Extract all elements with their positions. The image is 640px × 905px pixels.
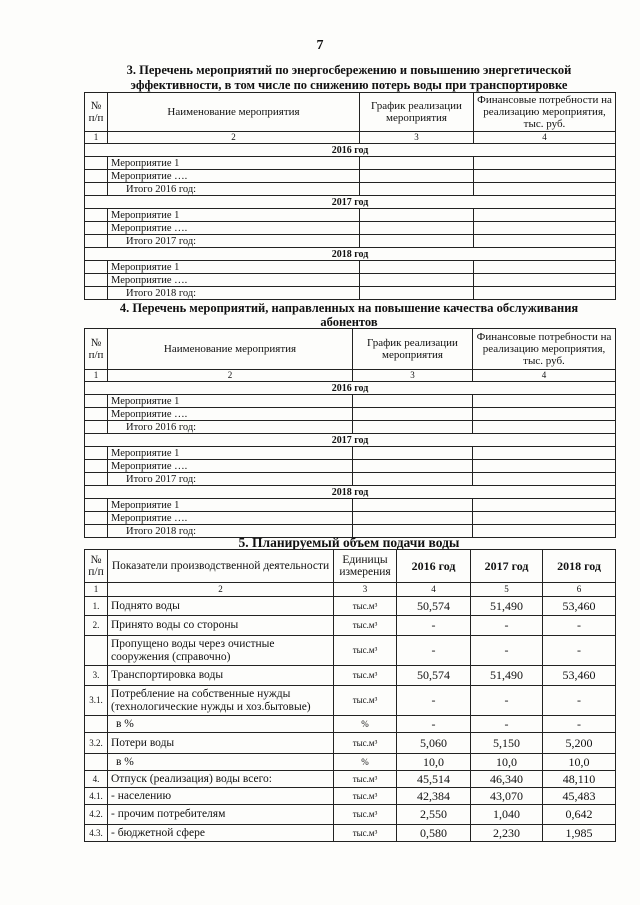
year-total-label: Итого 2016 год: bbox=[108, 183, 360, 196]
table-row bbox=[85, 460, 616, 473]
section3-title-line1: 3. Перечень мероприятий по энергосбережению и повышению энергетической bbox=[126, 63, 572, 77]
column-number: 4 bbox=[474, 132, 616, 144]
indicator-name: Транспортировка воды bbox=[108, 666, 334, 686]
year-label: 2016 год bbox=[85, 382, 616, 395]
value-2016: 50,574 bbox=[397, 597, 471, 616]
indicator-name: - населению bbox=[108, 788, 334, 805]
year-label: 2018 год bbox=[85, 248, 616, 261]
page-number: 7 bbox=[316, 38, 324, 53]
finance-cell bbox=[474, 235, 616, 248]
finance-cell bbox=[474, 287, 616, 300]
row-number-cell bbox=[85, 395, 108, 408]
unit-cell: тыс.м³ bbox=[334, 686, 397, 716]
finance-cell bbox=[474, 209, 616, 222]
activity-name: Мероприятие …. bbox=[108, 460, 353, 473]
schedule-cell bbox=[353, 460, 473, 473]
indicator-name: - прочим потребителям bbox=[108, 805, 334, 825]
total-row bbox=[85, 473, 616, 486]
value-2018: 10,0 bbox=[543, 754, 616, 771]
unit-cell: тыс.м³ bbox=[334, 733, 397, 754]
activity-name: Мероприятие 1 bbox=[108, 261, 360, 274]
year-row bbox=[85, 434, 616, 447]
activity-name: Мероприятие …. bbox=[108, 512, 353, 525]
unit-cell: тыс.м³ bbox=[334, 788, 397, 805]
row-number-cell bbox=[85, 512, 108, 525]
table-row bbox=[85, 805, 616, 825]
schedule-cell bbox=[360, 209, 474, 222]
header-row bbox=[85, 329, 616, 370]
activity-name: Мероприятие …. bbox=[108, 170, 360, 183]
activity-name: Мероприятие 1 bbox=[108, 499, 353, 512]
total-row bbox=[85, 235, 616, 248]
finance-cell bbox=[474, 170, 616, 183]
schedule-cell bbox=[353, 499, 473, 512]
unit-cell: тыс.м³ bbox=[334, 666, 397, 686]
column-number-row bbox=[85, 132, 616, 144]
total-row bbox=[85, 421, 616, 434]
column-header: Наименование мероприятия bbox=[108, 329, 353, 370]
indicator-name: - бюджетной сфере bbox=[108, 825, 334, 842]
activity-name: Мероприятие …. bbox=[108, 408, 353, 421]
indicator-name: Потребление на собственные нужды (технологические нужды и хоз.бытовые) bbox=[108, 686, 334, 716]
row-number-cell bbox=[85, 408, 108, 421]
value-2018: - bbox=[543, 636, 616, 666]
finance-cell bbox=[473, 421, 616, 434]
unit-cell: % bbox=[334, 754, 397, 771]
schedule-cell bbox=[360, 261, 474, 274]
value-2016: 0,580 bbox=[397, 825, 471, 842]
finance-cell bbox=[473, 408, 616, 421]
unit-cell: тыс.м³ bbox=[334, 616, 397, 636]
value-2017: - bbox=[471, 716, 543, 733]
year-total-label: Итого 2018 год: bbox=[108, 287, 360, 300]
year-total-label: Итого 2018 год: bbox=[108, 525, 353, 538]
section3-table bbox=[84, 92, 616, 300]
section4-title-line1: 4. Перечень мероприятий, направленных на повышение качества обслуживания bbox=[119, 301, 579, 315]
unit-cell: тыс.м³ bbox=[334, 825, 397, 842]
value-2016: 45,514 bbox=[397, 771, 471, 788]
unit-cell: тыс.м³ bbox=[334, 636, 397, 666]
year-row bbox=[85, 248, 616, 261]
column-number: 1 bbox=[85, 583, 108, 597]
value-2017: 5,150 bbox=[471, 733, 543, 754]
row-number: 3.2. bbox=[85, 733, 108, 754]
column-header: Финансовые потребности на реализацию мероприятия, тыс. руб. bbox=[473, 329, 616, 370]
column-number: 5 bbox=[471, 583, 543, 597]
value-2018: 1,985 bbox=[543, 825, 616, 842]
value-2016: - bbox=[397, 616, 471, 636]
table-row bbox=[85, 408, 616, 421]
year-label: 2017 год bbox=[85, 196, 616, 209]
value-2018: 53,460 bbox=[543, 666, 616, 686]
table-row bbox=[85, 157, 616, 170]
row-number: 4.3. bbox=[85, 825, 108, 842]
table-row bbox=[85, 512, 616, 525]
row-number-cell bbox=[85, 447, 108, 460]
row-number: 2. bbox=[85, 616, 108, 636]
activity-name: Мероприятие …. bbox=[108, 274, 360, 287]
table-row bbox=[85, 499, 616, 512]
row-number: 4.1. bbox=[85, 788, 108, 805]
table-row bbox=[85, 274, 616, 287]
activity-name: Мероприятие 1 bbox=[108, 209, 360, 222]
finance-cell bbox=[474, 183, 616, 196]
value-2018: - bbox=[543, 616, 616, 636]
value-2018: 5,200 bbox=[543, 733, 616, 754]
column-header: № п/п bbox=[85, 93, 108, 132]
column-number: 4 bbox=[397, 583, 471, 597]
finance-cell bbox=[473, 512, 616, 525]
table-row bbox=[85, 447, 616, 460]
row-number: 4. bbox=[85, 771, 108, 788]
column-number: 3 bbox=[353, 370, 473, 382]
column-number: 1 bbox=[85, 132, 108, 144]
finance-cell bbox=[473, 499, 616, 512]
section5-table bbox=[84, 549, 616, 842]
column-number: 2 bbox=[108, 583, 334, 597]
value-2018: 0,642 bbox=[543, 805, 616, 825]
header-row bbox=[85, 550, 616, 583]
column-number: 3 bbox=[360, 132, 474, 144]
section4-table bbox=[84, 328, 616, 538]
indicator-name: Принято воды со стороны bbox=[108, 616, 334, 636]
year-total-label: Итого 2017 год: bbox=[108, 473, 353, 486]
table-row bbox=[85, 597, 616, 616]
value-2017: 1,040 bbox=[471, 805, 543, 825]
row-number-cell bbox=[85, 460, 108, 473]
table-row bbox=[85, 666, 616, 686]
activity-name: Мероприятие 1 bbox=[108, 157, 360, 170]
table-row bbox=[85, 395, 616, 408]
schedule-cell bbox=[360, 222, 474, 235]
column-number: 1 bbox=[85, 370, 108, 382]
column-number: 3 bbox=[334, 583, 397, 597]
value-2017: 10,0 bbox=[471, 754, 543, 771]
value-2018: - bbox=[543, 686, 616, 716]
row-number-cell bbox=[85, 222, 108, 235]
activity-name: Мероприятие 1 bbox=[108, 447, 353, 460]
schedule-cell bbox=[353, 512, 473, 525]
column-header: 2016 год bbox=[397, 550, 471, 583]
value-2016: 2,550 bbox=[397, 805, 471, 825]
row-number: 3.1. bbox=[85, 686, 108, 716]
year-row bbox=[85, 196, 616, 209]
table-row bbox=[85, 754, 616, 771]
table-row bbox=[85, 825, 616, 842]
indicator-name: Отпуск (реализация) воды всего: bbox=[108, 771, 334, 788]
schedule-cell bbox=[353, 447, 473, 460]
schedule-cell bbox=[360, 183, 474, 196]
schedule-cell bbox=[360, 287, 474, 300]
unit-cell: % bbox=[334, 716, 397, 733]
activity-name: Мероприятие …. bbox=[108, 222, 360, 235]
column-header: График реализации мероприятия bbox=[353, 329, 473, 370]
schedule-cell bbox=[353, 473, 473, 486]
year-row bbox=[85, 144, 616, 157]
indicator-name: Пропущено воды через очистные сооружения (справочно) bbox=[108, 636, 334, 666]
value-2016: - bbox=[397, 716, 471, 733]
value-2016: 42,384 bbox=[397, 788, 471, 805]
row-number-cell bbox=[85, 473, 108, 486]
row-number bbox=[85, 716, 108, 733]
column-header: № п/п bbox=[85, 550, 108, 583]
column-header: Наименование мероприятия bbox=[108, 93, 360, 132]
schedule-cell bbox=[360, 170, 474, 183]
unit-cell: тыс.м³ bbox=[334, 597, 397, 616]
unit-cell: тыс.м³ bbox=[334, 771, 397, 788]
total-row bbox=[85, 183, 616, 196]
year-row bbox=[85, 382, 616, 395]
finance-cell bbox=[473, 447, 616, 460]
value-2016: 5,060 bbox=[397, 733, 471, 754]
value-2017: - bbox=[471, 636, 543, 666]
table-row bbox=[85, 771, 616, 788]
table-row bbox=[85, 788, 616, 805]
value-2018: 45,483 bbox=[543, 788, 616, 805]
row-number: 3. bbox=[85, 666, 108, 686]
finance-cell bbox=[474, 222, 616, 235]
schedule-cell bbox=[360, 157, 474, 170]
schedule-cell bbox=[353, 421, 473, 434]
table-row bbox=[85, 170, 616, 183]
column-number: 2 bbox=[108, 132, 360, 144]
section4-title-line2: абонентов bbox=[320, 315, 378, 329]
row-number-cell bbox=[85, 183, 108, 196]
value-2017: 2,230 bbox=[471, 825, 543, 842]
row-number-cell bbox=[85, 274, 108, 287]
value-2017: 51,490 bbox=[471, 666, 543, 686]
row-number-cell bbox=[85, 499, 108, 512]
table-row bbox=[85, 209, 616, 222]
column-header: № п/п bbox=[85, 329, 108, 370]
finance-cell bbox=[473, 460, 616, 473]
indicator-name: в % bbox=[108, 716, 334, 733]
year-total-label: Итого 2016 год: bbox=[108, 421, 353, 434]
row-number: 4.2. bbox=[85, 805, 108, 825]
column-number: 4 bbox=[473, 370, 616, 382]
year-label: 2018 год bbox=[85, 486, 616, 499]
finance-cell bbox=[474, 261, 616, 274]
value-2017: - bbox=[471, 686, 543, 716]
finance-cell bbox=[473, 395, 616, 408]
section3-title-line2: эффективности, в том числе по снижению потерь воды при транспортировке bbox=[130, 78, 568, 92]
year-label: 2016 год bbox=[85, 144, 616, 157]
schedule-cell bbox=[353, 408, 473, 421]
column-number: 6 bbox=[543, 583, 616, 597]
finance-cell bbox=[473, 473, 616, 486]
table-row bbox=[85, 636, 616, 666]
indicator-name: Потери воды bbox=[108, 733, 334, 754]
column-header: Единицы измерения bbox=[334, 550, 397, 583]
table-row bbox=[85, 261, 616, 274]
row-number-cell bbox=[85, 235, 108, 248]
value-2017: 46,340 bbox=[471, 771, 543, 788]
value-2017: 51,490 bbox=[471, 597, 543, 616]
schedule-cell bbox=[360, 274, 474, 287]
column-header: 2018 год bbox=[543, 550, 616, 583]
row-number bbox=[85, 636, 108, 666]
section5-title: 5. Планируемый объем подачи воды bbox=[238, 535, 460, 550]
column-number-row bbox=[85, 370, 616, 382]
year-label: 2017 год bbox=[85, 434, 616, 447]
year-total-label: Итого 2017 год: bbox=[108, 235, 360, 248]
value-2016: 50,574 bbox=[397, 666, 471, 686]
row-number-cell bbox=[85, 287, 108, 300]
column-header: 2017 год bbox=[471, 550, 543, 583]
unit-cell: тыс.м³ bbox=[334, 805, 397, 825]
row-number: 1. bbox=[85, 597, 108, 616]
row-number-cell bbox=[85, 421, 108, 434]
row-number-cell bbox=[85, 261, 108, 274]
total-row bbox=[85, 287, 616, 300]
table-row bbox=[85, 222, 616, 235]
table-row bbox=[85, 733, 616, 754]
schedule-cell bbox=[360, 235, 474, 248]
value-2016: - bbox=[397, 686, 471, 716]
schedule-cell bbox=[353, 395, 473, 408]
column-header: График реализации мероприятия bbox=[360, 93, 474, 132]
table-row bbox=[85, 616, 616, 636]
activity-name: Мероприятие 1 bbox=[108, 395, 353, 408]
column-number: 2 bbox=[108, 370, 353, 382]
value-2016: 10,0 bbox=[397, 754, 471, 771]
row-number bbox=[85, 754, 108, 771]
value-2017: - bbox=[471, 616, 543, 636]
value-2017: 43,070 bbox=[471, 788, 543, 805]
value-2018: 53,460 bbox=[543, 597, 616, 616]
header-row bbox=[85, 93, 616, 132]
indicator-name: Поднято воды bbox=[108, 597, 334, 616]
value-2018: 48,110 bbox=[543, 771, 616, 788]
row-number-cell bbox=[85, 157, 108, 170]
row-number-cell bbox=[85, 209, 108, 222]
column-number-row bbox=[85, 583, 616, 597]
indicator-name: в % bbox=[108, 754, 334, 771]
year-row bbox=[85, 486, 616, 499]
column-header: Финансовые потребности на реализацию мероприятия, тыс. руб. bbox=[474, 93, 616, 132]
table-row bbox=[85, 716, 616, 733]
value-2016: - bbox=[397, 636, 471, 666]
column-header: Показатели производственной деятельности bbox=[108, 550, 334, 583]
finance-cell bbox=[474, 274, 616, 287]
row-number-cell bbox=[85, 170, 108, 183]
finance-cell bbox=[474, 157, 616, 170]
value-2018: - bbox=[543, 716, 616, 733]
table-row bbox=[85, 686, 616, 716]
